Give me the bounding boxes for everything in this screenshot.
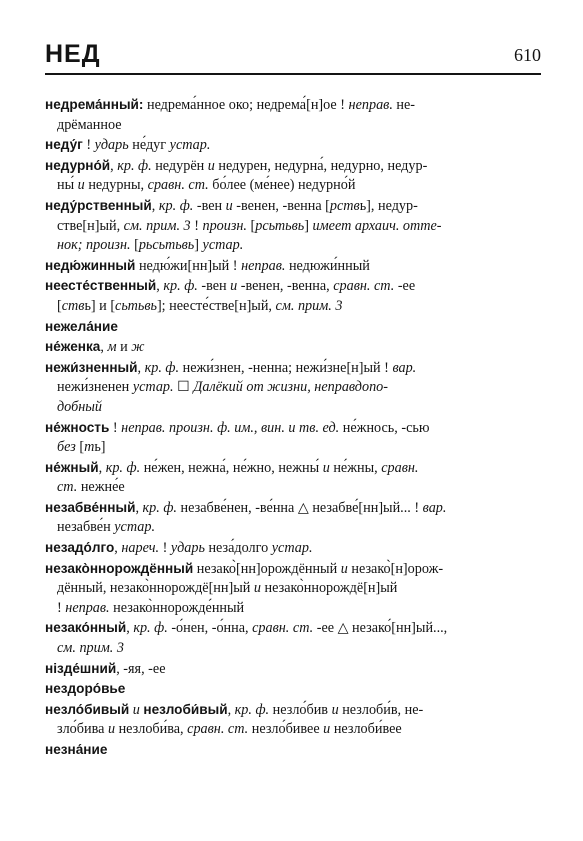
entry-line xyxy=(45,420,429,436)
entry-text: [ xyxy=(246,217,256,234)
grammar-note: сравн. ст. xyxy=(147,177,209,194)
grammar-note: кр. ф. xyxy=(234,701,270,718)
grammar-note: нок; xyxy=(57,237,83,254)
entry-line xyxy=(45,398,541,418)
grammar-note: кр. ф. xyxy=(133,620,168,637)
entry-text: , xyxy=(135,499,143,516)
entry-text: ь] xyxy=(94,439,106,456)
entry-line xyxy=(45,702,423,718)
grammar-note: рсьтьвь xyxy=(255,217,305,234)
grammar-note: устар. xyxy=(114,519,155,536)
grammar-note: т xyxy=(84,439,95,456)
entry-text: не́жнось, -сью xyxy=(339,419,430,436)
entry-text: нежне́е xyxy=(77,479,125,496)
entry-text: дрёманное xyxy=(57,116,122,133)
entry-text: -вен xyxy=(197,278,231,295)
entry-text: , -яя, -ее xyxy=(116,660,166,677)
dictionary-entry xyxy=(45,679,541,700)
grammar-note: рств xyxy=(329,197,360,214)
grammar-note: произн. xyxy=(86,237,131,254)
grammar-note: и xyxy=(323,721,331,738)
headword: неесте́ственный xyxy=(45,278,157,294)
entry-text: ь], недур- xyxy=(359,197,418,214)
entry-line xyxy=(45,116,541,136)
entry-text: зло́бива xyxy=(57,721,108,738)
entry-text: [ xyxy=(75,439,85,456)
entry-text: не́жен, нежна́, не́жно, нежны́ xyxy=(140,459,323,476)
entry-text: , xyxy=(114,540,122,557)
entry-line xyxy=(45,438,541,458)
grammar-note: устар. xyxy=(132,379,174,396)
entry-line xyxy=(45,297,541,317)
dictionary-entry xyxy=(45,135,541,156)
headword: недурно́й xyxy=(45,157,111,173)
entry-text: -о́нен, -о́нна, xyxy=(167,620,253,637)
grammar-note: ударь xyxy=(94,137,129,154)
entry-line xyxy=(45,681,125,697)
entry-text: нежи́зненен xyxy=(57,379,133,396)
dictionary-entry xyxy=(45,498,541,538)
entry-text: и xyxy=(116,339,132,356)
entry-text: ! xyxy=(109,419,122,436)
entry-text: незако̀[н]орож- xyxy=(347,560,444,577)
headword: незако̀ннорождённый xyxy=(45,560,194,576)
headword: нездоро́вье xyxy=(45,681,126,697)
entry-list xyxy=(45,95,541,761)
grammar-note: добный xyxy=(57,398,102,415)
entry-text: недюжи́нный xyxy=(285,257,370,274)
entry-text: , xyxy=(137,359,145,376)
entry-text: незабве́н xyxy=(57,519,115,536)
grammar-note: и xyxy=(107,721,116,738)
entry-line xyxy=(45,137,210,153)
grammar-note: и xyxy=(77,177,85,194)
grammar-note: без xyxy=(57,439,76,456)
entry-line xyxy=(45,176,541,196)
entry-text: -венен, -венна [ xyxy=(232,197,330,214)
grammar-note: устар. xyxy=(169,137,211,154)
grammar-note: неправ. произн. ф. им., вин. и тв. ед. xyxy=(121,419,340,436)
grammar-note: ст. xyxy=(57,479,78,496)
dictionary-entry xyxy=(45,458,541,498)
grammar-note: вар. xyxy=(422,499,447,516)
entry-text: ь] и [ xyxy=(84,297,116,314)
entry-line xyxy=(45,518,541,538)
entry-line xyxy=(45,360,416,376)
dictionary-entry xyxy=(45,256,541,277)
grammar-note: кр. ф. xyxy=(117,157,152,174)
dictionary-entry xyxy=(45,156,541,196)
grammar-note: и xyxy=(132,701,140,718)
entry-line xyxy=(45,661,166,677)
dictionary-entry xyxy=(45,317,541,338)
entry-line xyxy=(45,198,418,214)
dictionary-entry xyxy=(45,196,541,256)
entry-text: дённый, незако̀ннорождё[нн]ый xyxy=(57,580,254,597)
entry-text: ] xyxy=(304,217,313,234)
entry-line xyxy=(45,561,443,577)
headword: недю́жинный xyxy=(45,257,136,273)
grammar-note: и xyxy=(322,459,330,476)
entry-text: незабве́нен, -ве́нна △ незабве́[нн]ый... ! xyxy=(176,499,423,516)
entry-line xyxy=(45,236,541,256)
entry-line xyxy=(45,460,418,476)
grammar-note: ств xyxy=(61,297,85,314)
dictionary-entry xyxy=(45,700,541,740)
grammar-note: сравн. ст. xyxy=(333,278,395,295)
entry-text: недрема́нное око; недрема́[н]ое ! xyxy=(143,97,349,113)
grammar-note: сравн. ст. xyxy=(187,721,249,738)
grammar-note: сравн. ст. xyxy=(252,620,314,637)
dictionary-entry xyxy=(45,740,541,761)
grammar-note: неправ. xyxy=(348,97,393,113)
entry-line xyxy=(45,639,541,659)
entry-text: недю́жи[нн]ый ! xyxy=(135,257,242,274)
entry-line xyxy=(45,258,370,274)
dictionary-entry xyxy=(45,358,541,418)
grammar-note: ж xyxy=(131,339,145,356)
grammar-note: неправ. xyxy=(241,257,286,274)
entry-text: , xyxy=(126,620,134,637)
dictionary-entry xyxy=(45,276,541,316)
grammar-note: неправ. xyxy=(65,599,110,616)
entry-text: [ xyxy=(57,297,62,314)
entry-text: нежи́знен, -ненна; нежи́зне[н]ый ! xyxy=(179,359,393,376)
entry-text: незло́бивее xyxy=(248,721,324,738)
dictionary-entry xyxy=(45,337,541,358)
entry-text: незло́бив xyxy=(269,701,332,718)
grammar-note: ударь xyxy=(170,540,205,557)
grammar-note: Далёкий от жизни, неправдопо- xyxy=(193,379,388,396)
entry-text: незако̀ннорожде́нный xyxy=(109,599,245,616)
grammar-note: рьсьтьвь xyxy=(138,237,195,254)
headword: неду́рственный xyxy=(45,197,152,213)
grammar-note: кр. ф. xyxy=(163,278,198,295)
grammar-note: сьтьвь xyxy=(115,297,157,314)
entry-text: не́жны, xyxy=(329,459,382,476)
entry-line xyxy=(45,720,541,740)
headword: нежи́зненный xyxy=(45,359,138,375)
entry-line xyxy=(45,97,415,113)
entry-line xyxy=(45,500,446,516)
grammar-note: и xyxy=(230,278,238,295)
entry-text: недурны, xyxy=(84,177,148,194)
dictionary-entry xyxy=(45,659,541,680)
grammar-note: кр. ф. xyxy=(142,499,177,516)
dictionary-entry xyxy=(45,418,541,458)
entry-line xyxy=(45,158,427,174)
grammar-note: нареч. xyxy=(121,540,160,557)
entry-text: незлоби́в, не- xyxy=(338,701,424,718)
entry-line xyxy=(45,478,541,498)
entry-text: ! xyxy=(190,217,203,234)
headword: не́женка xyxy=(45,339,101,355)
entry-text: бо́лее (ме́нее) недурно́й xyxy=(208,177,356,194)
entry-line xyxy=(45,339,144,355)
entry-text: ☐ xyxy=(173,379,194,396)
grammar-note: сравн. xyxy=(381,459,419,476)
entry-line xyxy=(45,378,541,398)
headword: недрема́нный: xyxy=(45,97,144,112)
dictionary-entry xyxy=(45,95,541,135)
entry-text: ! xyxy=(159,540,171,557)
grammar-note: устар. xyxy=(202,237,244,254)
entry-text: не- xyxy=(392,97,416,113)
headword: незло́бивый xyxy=(45,701,130,717)
entry-text: ]; неесте́стве[н]ый, xyxy=(156,297,276,314)
dictionary-entry xyxy=(45,618,541,658)
grammar-note: произн. xyxy=(202,217,247,234)
grammar-note: вар. xyxy=(392,359,417,376)
entry-text: ! xyxy=(57,599,66,616)
entry-line xyxy=(45,217,541,237)
entry-line xyxy=(45,278,415,294)
entry-text: ! xyxy=(82,137,95,154)
entry-text: -венен, -венна, xyxy=(237,278,334,295)
entry-text: -вен xyxy=(193,197,226,214)
headword: незлоби́вый xyxy=(143,701,228,717)
entry-text: неза́долго xyxy=(204,540,272,557)
headword: нізде́шний xyxy=(45,660,117,676)
grammar-note: и xyxy=(207,157,215,174)
entry-text: , xyxy=(110,157,118,174)
entry-line xyxy=(45,319,118,335)
entry-line xyxy=(45,540,313,556)
entry-text: незако̀ннорождё[н]ый xyxy=(260,580,398,597)
headword: не́жность xyxy=(45,419,110,435)
entry-text: стве[н]ый, xyxy=(57,217,124,234)
headword: неду́г xyxy=(45,137,83,153)
entry-text: , xyxy=(227,701,235,718)
headword: незадо́лго xyxy=(45,540,115,556)
grammar-note: и xyxy=(253,580,261,597)
entry-text: , xyxy=(151,197,159,214)
entry-text: , xyxy=(156,278,164,295)
entry-text: , xyxy=(100,339,108,356)
grammar-note: и xyxy=(225,197,233,214)
grammar-note: м xyxy=(107,339,117,356)
header-rule xyxy=(45,73,541,75)
entry-text: незлоби́ва, xyxy=(115,721,188,738)
grammar-note: и xyxy=(340,560,348,577)
entry-text: , xyxy=(98,459,106,476)
grammar-note: см. прим. 3 xyxy=(275,297,343,314)
grammar-note: кр. ф. xyxy=(158,197,194,214)
entry-text: ны́ xyxy=(57,177,78,194)
headword: незна́ние xyxy=(45,742,108,757)
grammar-note: кр. ф. xyxy=(144,359,180,376)
entry-text: незако̀[нн]орождённый xyxy=(193,560,341,577)
headword: не́жный xyxy=(45,459,99,475)
entry-text: [ xyxy=(130,237,139,254)
headword: незабве́нный xyxy=(45,499,136,515)
dictionary-entry xyxy=(45,559,541,619)
entry-text: -ее xyxy=(394,278,416,295)
entry-text: ] xyxy=(194,237,203,254)
running-head xyxy=(45,40,541,72)
entry-line xyxy=(45,620,447,636)
grammar-note: и xyxy=(331,701,339,718)
entry-text: не́дуг xyxy=(128,137,170,154)
headword: нежела́ние xyxy=(45,318,118,334)
head-word: НЕД xyxy=(45,40,101,68)
grammar-note: кр. ф. xyxy=(105,459,141,476)
entry-line xyxy=(45,579,541,599)
page-number: 610 xyxy=(514,45,541,65)
entry-text: незлоби́вее xyxy=(330,721,402,738)
entry-line xyxy=(45,742,107,758)
entry-text: недурен, недурна́, недурно, недур- xyxy=(214,157,428,174)
entry-text: недурён xyxy=(151,157,208,174)
headword: незако́нный xyxy=(45,620,127,636)
grammar-note: устар. xyxy=(271,540,313,557)
dictionary-entry xyxy=(45,538,541,559)
entry-line xyxy=(45,599,541,619)
grammar-note: имеет архаич. отте- xyxy=(312,217,442,234)
grammar-note: см. прим. 3 xyxy=(57,640,124,657)
grammar-note: см. прим. 3 xyxy=(123,217,191,234)
entry-text: -ее △ незако́[нн]ый..., xyxy=(313,620,448,637)
